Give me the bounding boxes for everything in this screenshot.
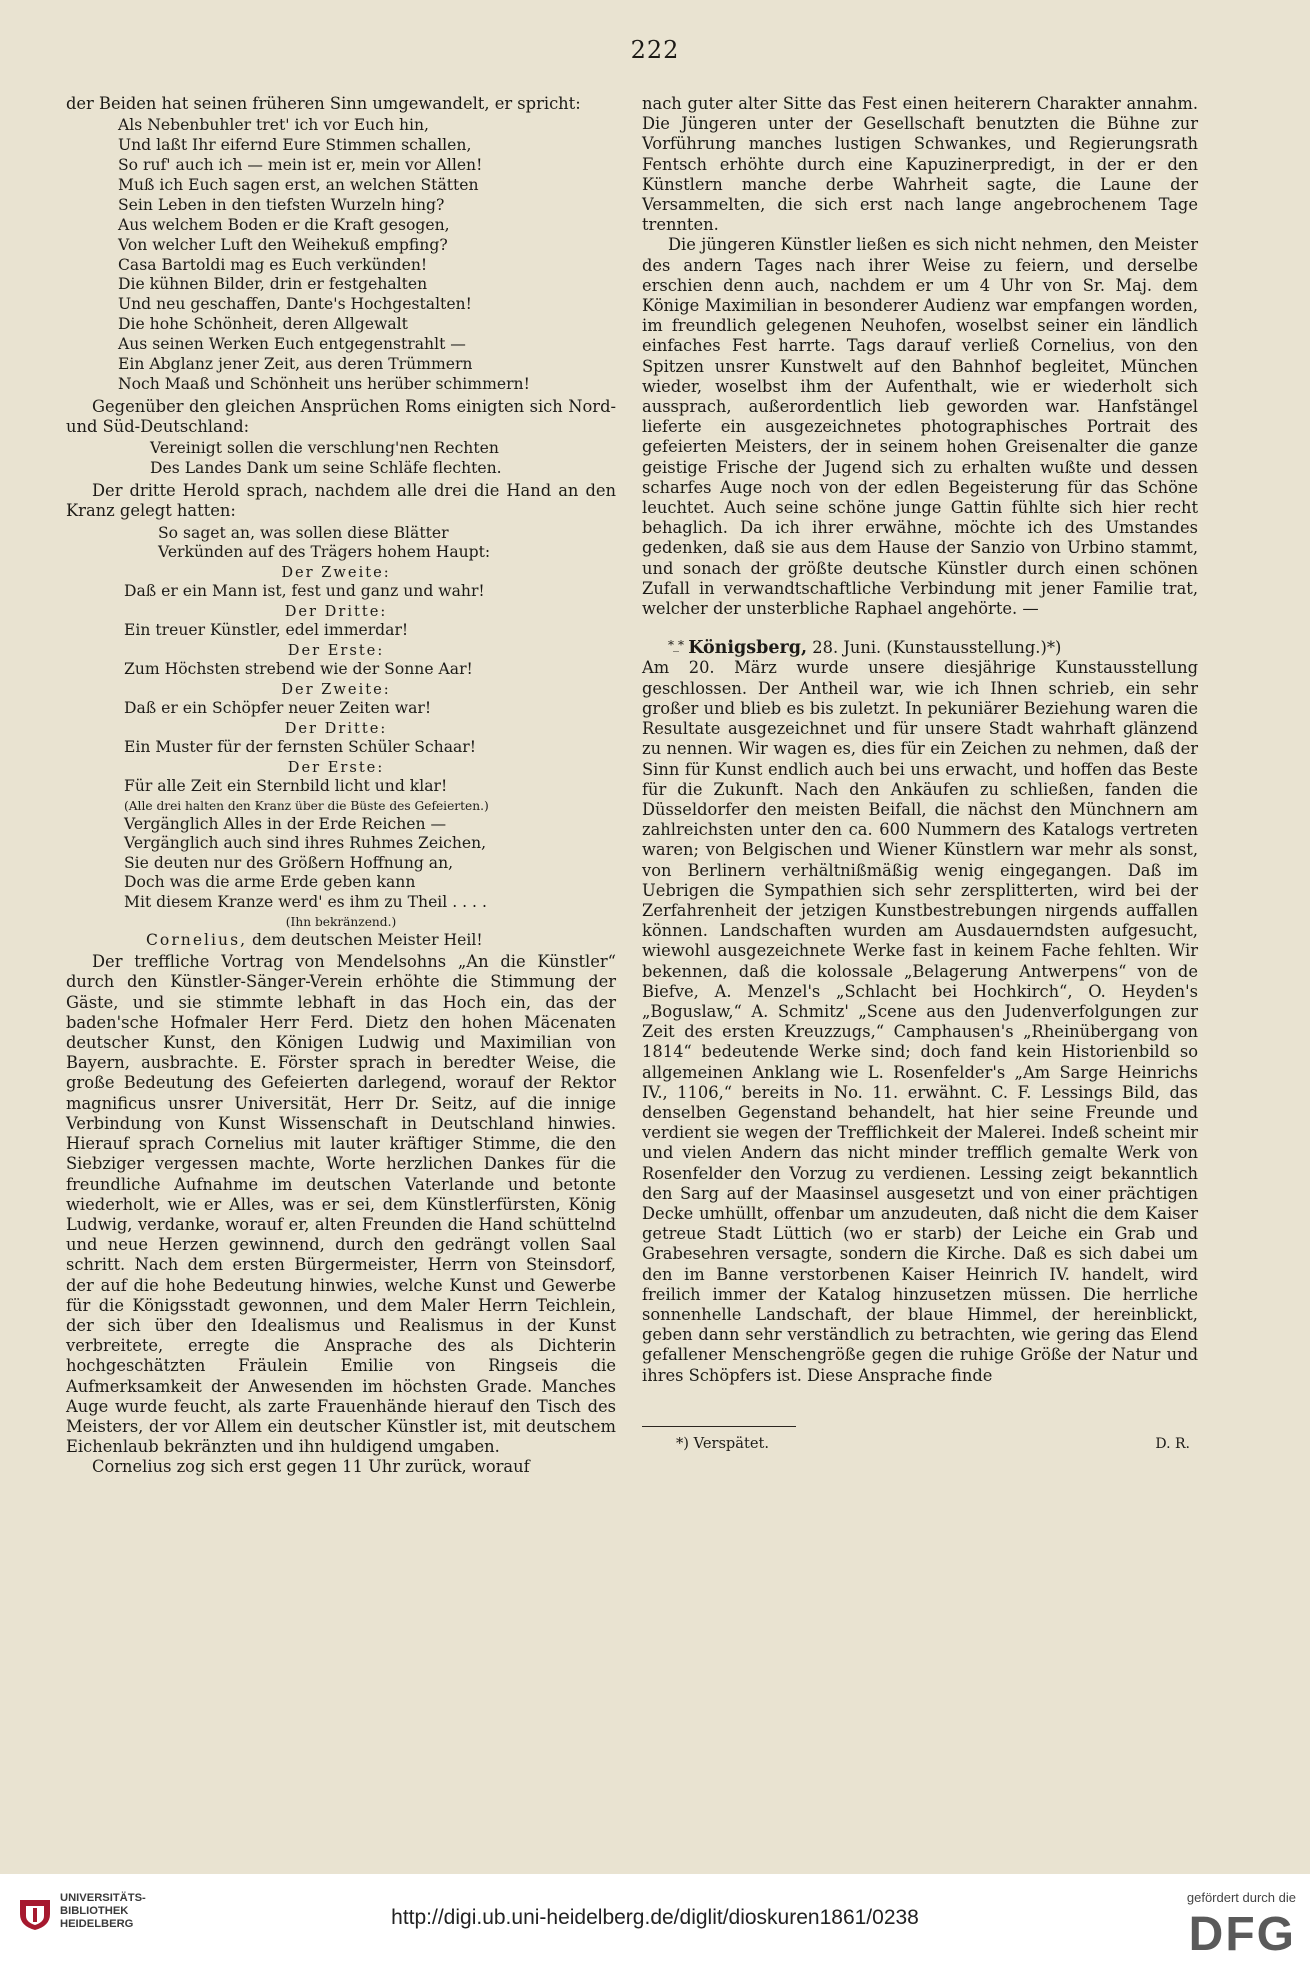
verse-line [86,931,616,951]
paragraph: der Beiden hat seinen früheren Sinn umgewandelt, er spricht: [66,94,581,113]
paragraph: nach guter alter Sitte das Fest einen heiterern Charakter annahm. Die Jüngeren unter der Gesellschaft benutzten die Bühne zur Vorführung manches lustigen Schwankes, und Regierungsrath Fentsch erhöhte durch eine Kapuzinerpredigt, in der er den Künstlern manche derbe Wahrheit sagte, die Laune der Versammelten, die sich erst nach lange angebrochenem Tage trennten. [642,94,1198,235]
verse-line: Mit diesem Kranze werd' es ihm zu Theil . . . . [124,893,487,912]
name-spaced: Cornelius, [146,930,248,949]
verse-line: Doch was die arme Erde geben kann [124,873,416,892]
stage-direction: (Alle drei halten den Kranz über die Büste des Gefeierten.) [124,798,489,813]
verse-line: So ruf' auch ich — mein ist er, mein vor Allen! [118,156,483,175]
funding-caption: gefördert durch die [1186,1890,1296,1905]
paragraph: Der dritte Herold sprach, nachdem alle drei die Hand an den Kranz gelegt hatten: [66,481,616,521]
speaker-label: Der Dritte: [284,719,388,737]
library-name-line: BIBLIOTHEK [60,1905,129,1917]
verse-line: Daß er ein Schöpfer neuer Zeiten war! [124,699,432,718]
verse-line: Die kühnen Bilder, drin er festgehalten [118,275,428,294]
dateline-place: Königsberg, [688,638,808,659]
footer-bar [0,1874,1310,1974]
verse-line: Und laßt Ihr eifernd Eure Stimmen schallen, [118,136,472,155]
verse-text: dem deutschen Meister Heil! [247,930,483,949]
verse-block [150,439,616,479]
library-name-line: HEIDELBERG [60,1918,134,1930]
permalink [0,1906,1310,1930]
verse-block [118,116,616,395]
verse-line: Sie deuten nur des Größern Hoffnung an, [124,853,454,872]
verse-line: Vergänglich auch sind ihres Ruhmes Zeichen, [124,834,487,853]
right-column [642,94,1198,1453]
editor-signature: D. R. [1155,1435,1190,1452]
paragraph: Cornelius zog sich erst gegen 11 Uhr zurück, worauf [92,1457,530,1477]
verse-line: Für alle Zeit ein Sternbild licht und klar! [124,777,448,796]
speaker-label: Der Zweite: [281,680,391,698]
left-column [66,94,616,1478]
verse-line: Aus welchem Boden er die Kraft gesogen, [118,215,450,234]
verse-line: Ein Abglanz jener Zeit, aus deren Trümmern [118,355,473,374]
stage-direction: (Ihn bekränzend.) [285,914,397,929]
dfg-logo: DFG [1188,1908,1296,1961]
paragraph: Der treffliche Vortrag von Mendelsohns „An die Künstler“ durch den Künstler-Sänger-Verein erhöhte die Stimmung der Gäste, und sie stimmte lebhaft in das Hoch ein, das der baden'sche Hofmaler Herr Ferd. Dietz den hohen Mäcenaten deutscher Kunst, den Königen Ludwig und Maximilian von Bayern, ausbrachte. E. Förster sprach in beredter Weise, die große Bedeutung des Gefeierten darlegend, worauf der Rektor magnificus unsrer Universität, Herr Dr. Seitz, auf die innige Verbindung von Kunst Wissenschaft in Deutschland hinwies. Hierauf sprach Cornelius mit lauter kräftiger Stimme, die den Siebziger vergessen machte, Worte herzlichen Dankes für die freundliche Aufnahme im deutschen Vaterlande und betonte wiederholt, wie er Alles, was er sei, dem Künstlerfürsten, König Ludwig, verdanke, worauf er, alten Freunden die Hand schüttelnd und neue Herzen gewinnend, durch den gedrängt vollen Saal schritt. Nach dem ersten Bürgermeister, Herrn von Steinsdorf, der auf die hohe Bedeutung hinwies, welche Kunst und Gewerbe für die Königsstadt gewonnen, und dem Maler Herrn Teichlein, der sich über den Idealismus und Realismus in der Kunst verbreitete, erregte die Ansprache des als Dichterin hochgeschätzten Fräulein Emilie von Ringseis die Aufmerksamkeit der Anwesenden im höchsten Grade. Manches Auge wurde feucht, als zarte Frauenhände hierauf den Tisch des Meisters, der vor Allem ein deutscher Künstler ist, mit deutschem Eichenlaub bekränzten und ihn huldigend umgaben. [66,952,616,1457]
verse-line: Muß ich Euch sagen erst, an welchen Stätten [118,175,479,194]
paragraph: Am 20. März wurde unsere diesjährige Kunstausstellung geschlossen. Der Antheil war, wie ich Ihnen schrieb, ein sehr großer und blieb es bis zuletzt. In pekuniärer Beziehung waren die Resultate ausgezeichnet und für unsere Stadt wahrhaft glänzend zu nennen. Wir wagen es, dies für ein Zeichen zu nehmen, daß der Sinn für Kunst endlich auch bei uns erwacht, und hoffen das Beste für die Zukunft. Nach den Ankäufen zu schließen, fanden die Düsseldorfer den meisten Beifall, die nächst den Münchnern am zahlreichsten unter den ca. 600 Nummern des Katalogs vertreten waren; von Belgischen und Wiener Künstlern war mehr als sonst, von Berlinern verhältnißmäßig wenig eingegangen. Daß im Uebrigen die Sympathien sich sehr zersplitterten, wird bei der Zerfahrenheit der jetzigen Kunstbestrebungen nirgends auffallen können. Landschaften wurden am Ausdauerndsten aufgesucht, wiewohl ausgezeichnete Werke fast in keinem Fache fehlten. Wir bekennen, daß die kolossale „Belagerung Antwerpens“ von de Biefve, A. Menzel's „Schlacht bei Hochkirch“, O. Heyden's „Boguslaw,“ A. Schmitz' „Scene aus den Judenverfolgungen zur Zeit des ersten Kreuzzugs,“ Camphausen's „Rheinübergang von 1814“ bedeutende Werke sind; doch fand kein Historienbild so allgemeinen Anklang wie L. Rosenfelder's „Am Sarge Heinrichs IV., 1106,“ bereits in No. 11. erwähnt. C. F. Lessings Bild, das denselben Gegenstand behandelt, hat hier seine Freunde und verdient sie wegen der Trefflichkeit der Malerei. Indeß scheint mir und vielen Andern das nicht minder trefflich gemalte Werk von Rosenfelder den Vorzug zu verdienen. Lessing zeigt bekanntlich den Sarg auf der Maasinsel ausgesetzt und von einer prächtigen Decke umhüllt, offenbar um anzudeuten, daß nicht die dem Kaiser getreue Stadt Lüttich (wo er starb) der Leiche ein Grab und Grabesehren versagte, sondern die Kirche. Daß es sich dabei um den im Banne verstorbenen Kaiser Heinrich IV. handelt, wird freilich immer der Katalog hinzusetzen müssen. Die herrliche sonnenhelle Landschaft, der blaue Himmel, der hereinblickt, geben dann sehr verständlich zu betrachten, wie gering das Elend gefallener Menschengröße gegen die ruhige Größe der Natur und ihres Schöpfers ist. Diese Ansprache finde [642,658,1198,1385]
footnote [642,1435,1198,1453]
permalink-link[interactable]: http://digi.ub.uni-heidelberg.de/diglit/dioskuren1861/0238 [391,1906,919,1929]
verse-line: Zum Höchsten strebend wie der Sonne Aar! [124,660,473,679]
verse-line: Vereinigt sollen die verschlung'nen Rechten [150,439,499,458]
verse-line: Als Nebenbuhler tret' ich vor Euch hin, [118,116,430,135]
verse-line: Aus seinen Werken Euch entgegenstrahlt — [118,335,466,354]
paragraph: Die jüngeren Künstler ließen es sich nicht nehmen, den Meister des andern Tages nach ihrer Weise zu feiern, und derselbe erschien denn auch, nachdem er um 4 Uhr von Sr. Maj. dem Könige Maximilian in besonderer Audienz war empfangen worden, im freundlich gelegenen Neuhofen, woselbst seiner ein ländlich einfaches Fest harrte. Tags darauf verließ Cornelius, von den Spitzen unsrer Kunstwelt auf den Bahnhof begleitet, München wieder, woselbst ihm der Aufenthalt, wie er wiederholt sich aussprach, außerordentlich lieb geworden war. Hanfstängel lieferte ein ausgezeichnetes photographisches Portrait des gefeierten Meisters, der in seinem hohen Greisenalter die ganze geistige Frische der Jugend sich zu erhalten wußte und dessen scharfes Auge noch von der edlen Begeisterung für das Schöne leuchtet. Auch seine schöne junge Gattin fühlte sich hier recht behaglich. Da ich ihrer erwähne, möchte ich des Umstandes gedenken, daß sie aus dem Hause der Sanzio von Urbino stammt, und sonach der größte deutsche Künstler durch einen schönen Zufall in verwandtschaftliche Verbindung mit jener Familie trat, welcher der unsterbliche Raphael angehörte. — [642,235,1198,619]
verse-line: So saget an, was sollen diese Blätter [158,523,449,542]
verse-line: Die hohe Schönheit, deren Allgewalt [118,315,408,334]
article-heading [642,635,1198,658]
library-name-line: UNIVERSITÄTS- [60,1892,146,1904]
dateline-rest: 28. Juni. (Kunstausstellung.)*) [807,638,1062,658]
footnote-text: *) Verspätet. [676,1434,769,1452]
footnote-divider [642,1426,796,1427]
dialogue-block [86,524,616,951]
speaker-label: Der Erste: [287,641,385,659]
dinkus: *_* [668,638,683,653]
page-number: 222 [630,36,680,64]
speaker-label: Der Dritte: [284,602,388,620]
verse-line: Noch Maaß und Schönheit uns herüber schimmern! [118,374,530,393]
speaker-label: Der Zweite: [281,563,391,581]
verse-line: Ein treuer Künstler, edel immerdar! [124,621,409,640]
verse-line: Sein Leben in den tiefsten Wurzeln hing? [118,195,445,214]
verse-line: Verkünden auf des Trägers hohem Haupt: [158,543,491,562]
verse-line: Casa Bartoldi mag es Euch verkünden! [118,255,428,274]
verse-line: Von welcher Luft den Weihekuß empfing? [118,235,448,254]
paragraph: Gegenüber den gleichen Ansprüchen Roms einigten sich Nord- und Süd-Deutschland: [66,396,616,437]
verse-line: Vergänglich Alles in der Erde Reichen — [124,814,447,833]
verse-line: Ein Muster für der fernsten Schüler Schaar! [124,738,477,757]
verse-line: Daß er ein Mann ist, fest und ganz und wahr! [124,582,485,601]
speaker-label: Der Erste: [287,758,385,776]
verse-line: Und neu geschaffen, Dante's Hochgestalten! [118,295,472,314]
verse-line: Des Landes Dank um seine Schläfe flechten. [150,459,502,478]
